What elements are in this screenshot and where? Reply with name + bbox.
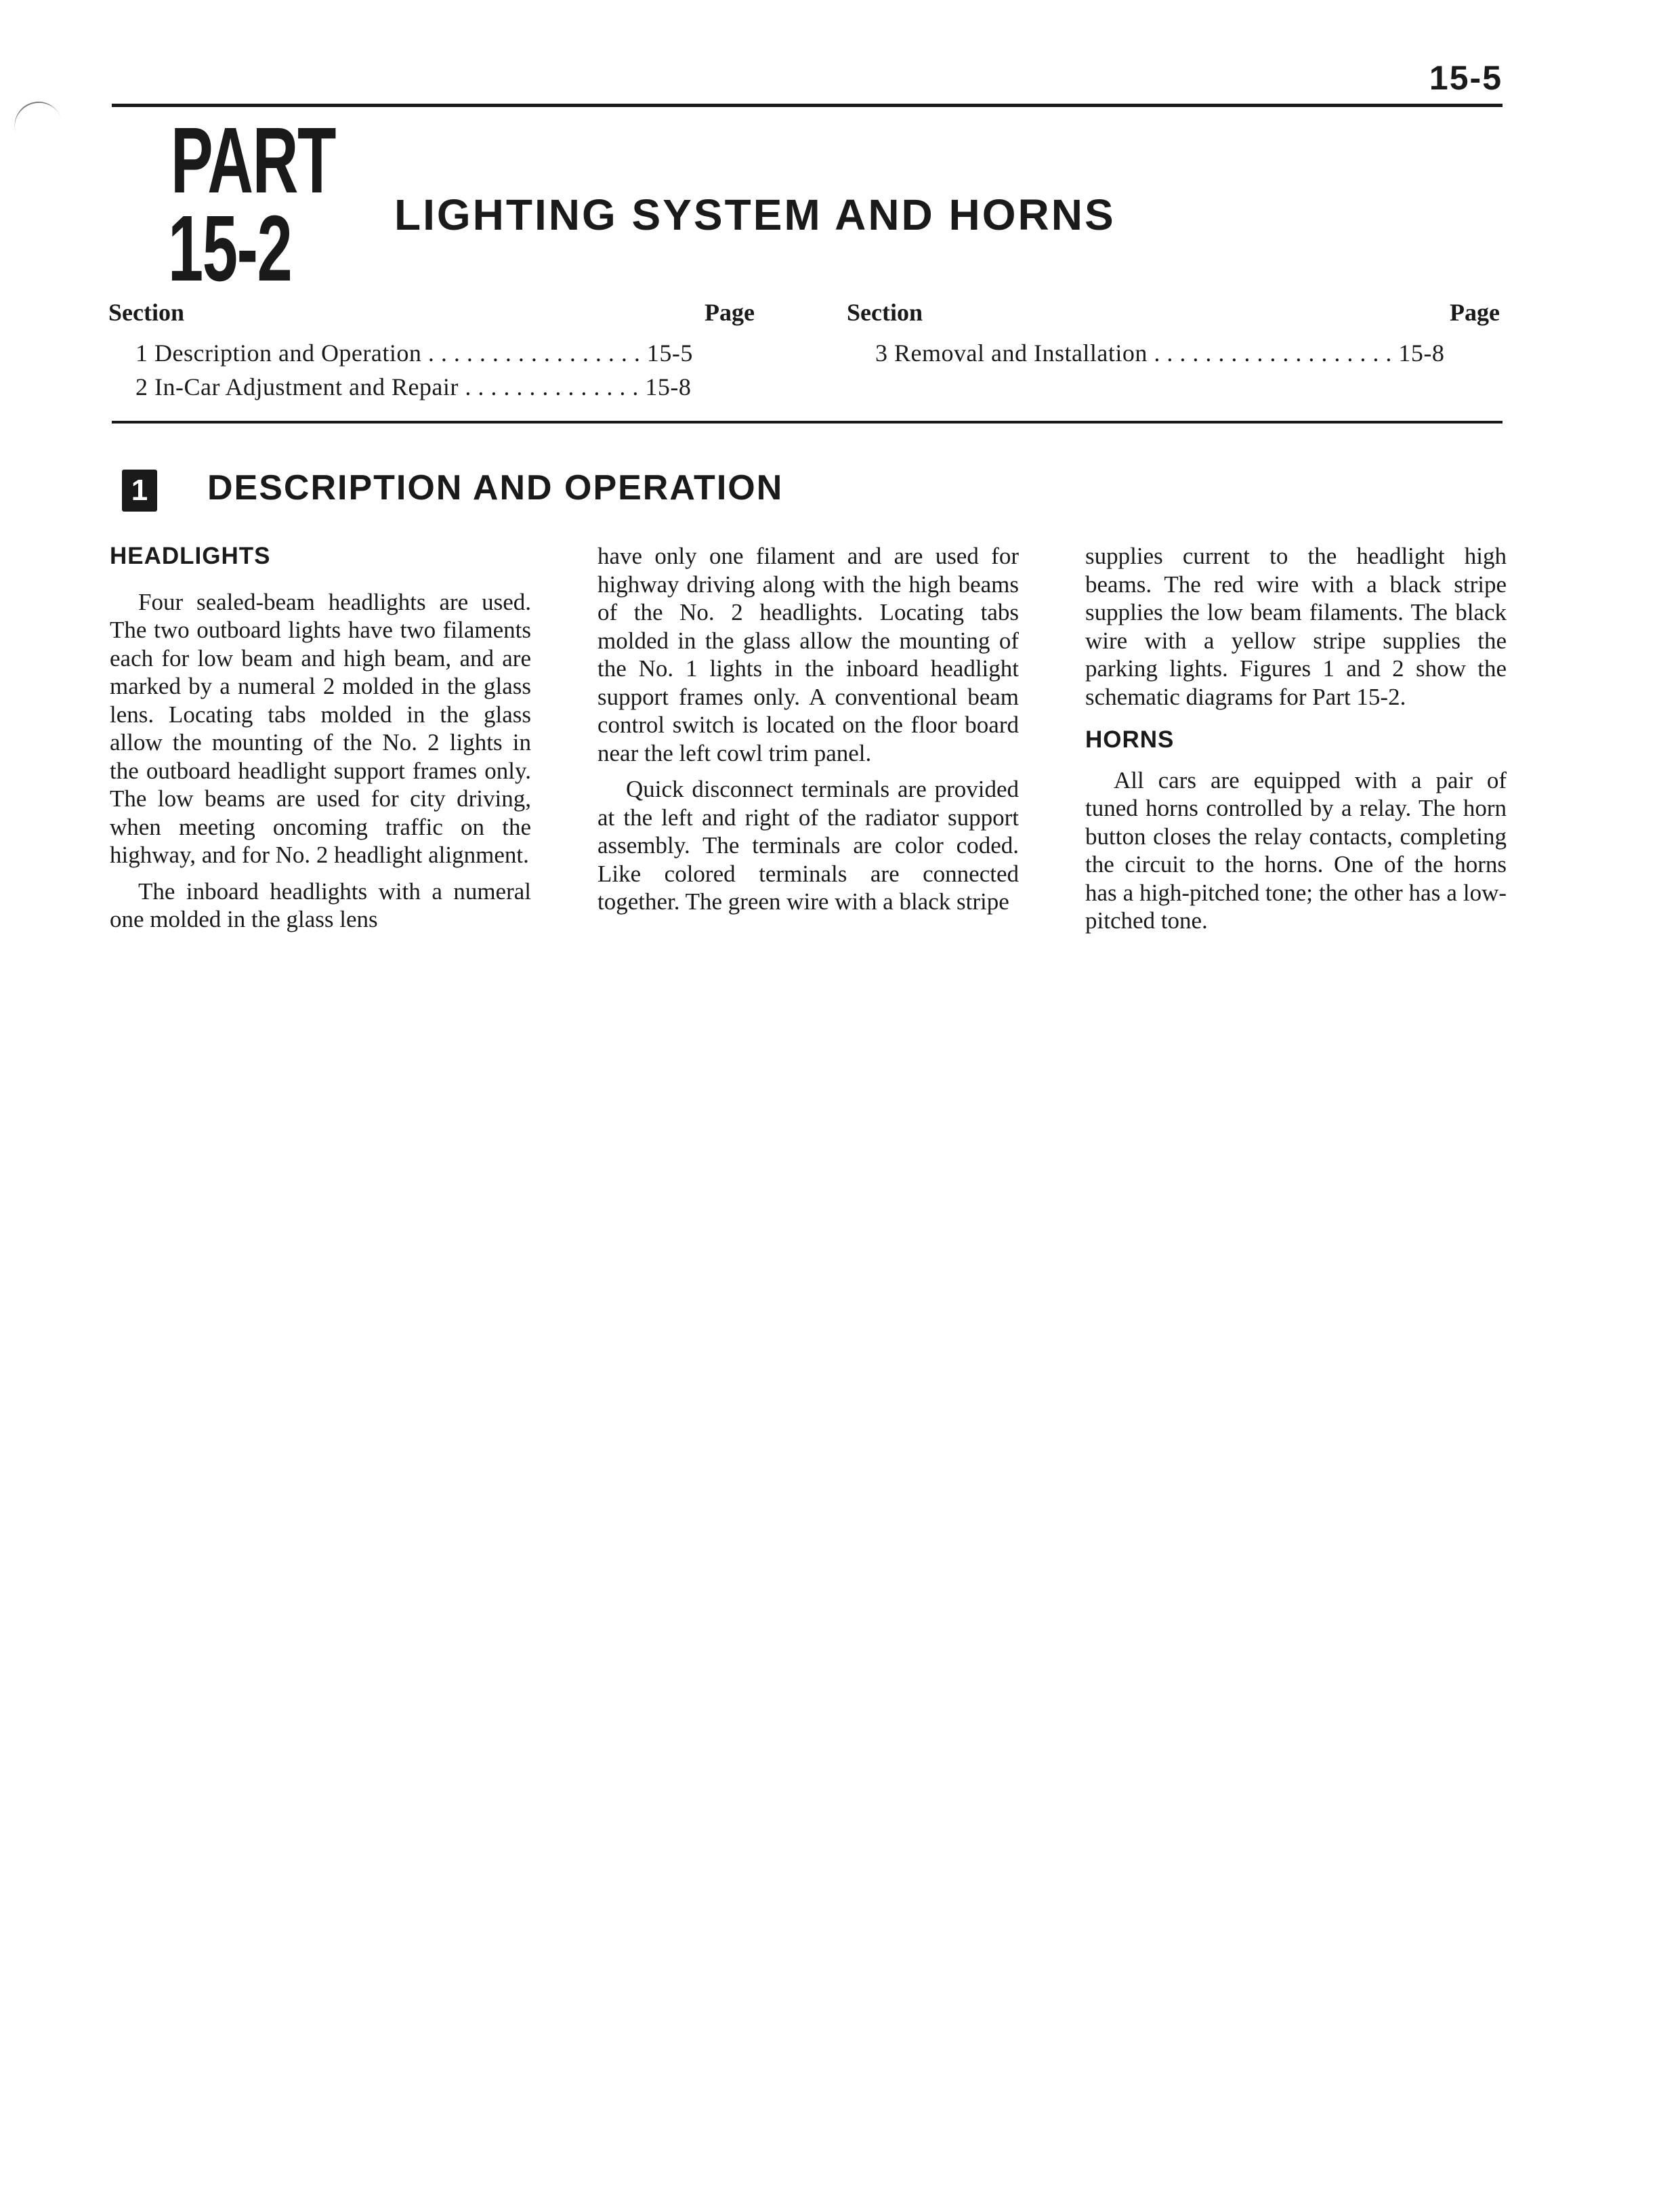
toc-section-header-right: Section xyxy=(847,299,923,326)
part-number: 15-2 xyxy=(168,197,292,301)
header-rule xyxy=(112,104,1503,107)
page-number: 15-5 xyxy=(1429,59,1503,97)
part-label: PART xyxy=(171,108,336,213)
headlights-paragraph-3: have only one filament and are used for highway driving along with the high beams of the No. 2 headlights. Locating tabs molded in the glass allow the mounting of the No. 1 lights in the inboard headlight support frames only. A conventional beam control switch is located on the floor board near the left cowl trim panel. xyxy=(597,543,1019,766)
page-title: LIGHTING SYSTEM AND HORNS xyxy=(394,190,1116,239)
headlights-heading: HEADLIGHTS xyxy=(110,543,271,569)
horns-paragraph: All cars are equipped with a pair of tuned horns controlled by a relay. The horn button closes the relay contacts, completing the circuit to the horns. One of the horns has a high-pitched tone; the other has a low-pitched tone. xyxy=(1085,766,1507,934)
section-number-badge: 1 xyxy=(122,470,157,512)
section-title: DESCRIPTION AND OPERATION xyxy=(207,468,784,508)
wiring-paragraph: supplies current to the headlight high beams. The red wire with a black stripe supplies the low beam filaments. The black wire with a yellow stripe supplies the parking lights. Figures 1 and 2 show the schematic diagrams for Part 15-2. xyxy=(1085,543,1507,710)
toc-entry-3[interactable]: 3 Removal and Installation . . . . . . . . . . . . . . . . . . . 15-8 xyxy=(875,339,1445,367)
toc-page-header-right: Page xyxy=(1450,299,1500,326)
headlights-paragraph-2: The inboard headlights with a numeral one molded in the glass lens xyxy=(110,878,531,932)
toc-section-header-left: Section xyxy=(108,299,184,326)
toc-entry-1[interactable]: 1 Description and Operation . . . . . . . . . . . . . . . . . 15-5 xyxy=(135,339,693,367)
toc-entry-2[interactable]: 2 In-Car Adjustment and Repair . . . . . . . . . . . . . . 15-8 xyxy=(135,373,692,400)
toc-rule xyxy=(112,421,1503,424)
horns-heading: HORNS xyxy=(1085,726,1175,753)
headlights-paragraph-1: Four sealed-beam headlights are used. The two outboard lights have two filaments each for low beam and high beam, and are marked by a numeral 2 molded in the glass lens. Locating tabs molded in the glass allow the mounting of the No. 2 lights in the outboard headlight support frames only. The low beams are used for city driving, when meeting oncoming traffic on the highway, and for No. 2 headlight alignment. xyxy=(110,588,531,868)
toc-page-header-left: Page xyxy=(705,299,755,326)
terminals-paragraph: Quick disconnect terminals are provided at the left and right of the radiator support assembly. The terminals are color coded. Like colored terminals are connected together. The green wire with a black stripe xyxy=(597,776,1019,915)
scan-corner-mark xyxy=(9,96,69,157)
text-column-1 xyxy=(110,542,531,934)
text-column-3 xyxy=(1085,542,1507,935)
text-column-2 xyxy=(597,542,1019,916)
